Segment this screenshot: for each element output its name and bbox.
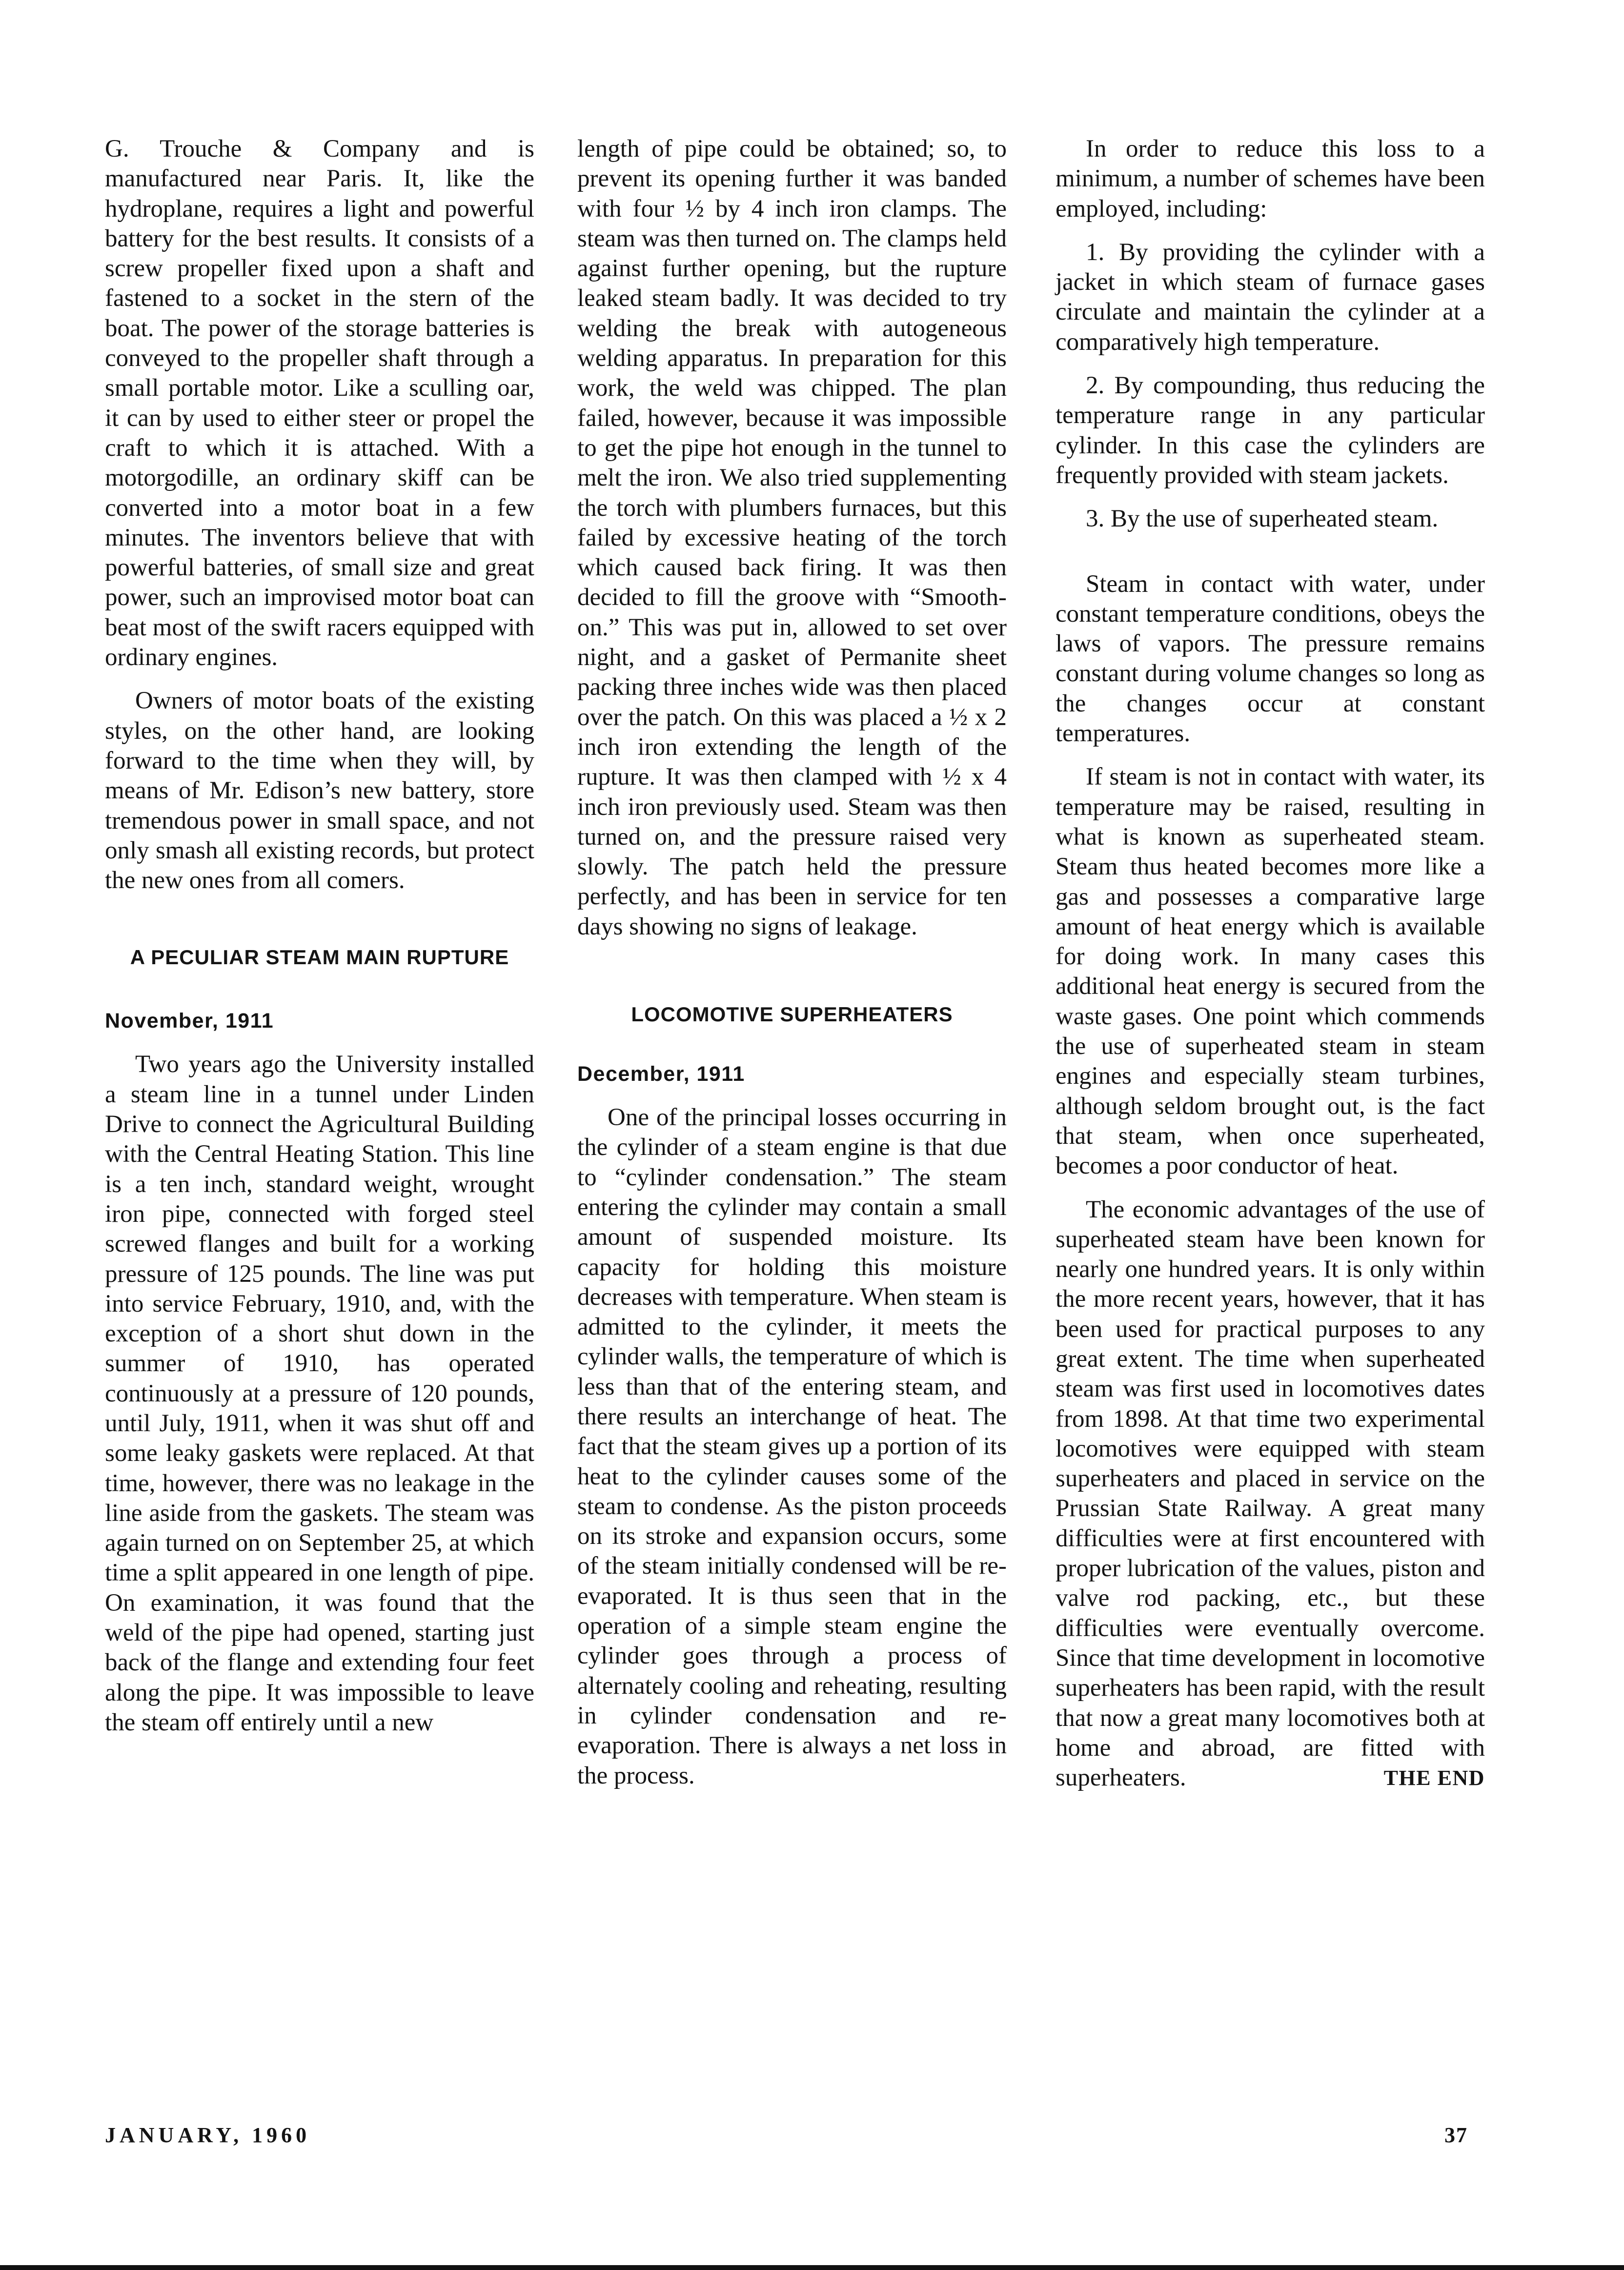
- list-item: 3. By the use of superheated steam.: [1086, 505, 1439, 533]
- paragraph: One of the principal losses occurring in the cylinder of a steam engine is that due to “cylinder condensation.” The steam entering the cylinder may contain a small amount of suspended moisture. Its capacity for holding this moisture decreases with temperature. When steam is admitted to the cylinder, it meets the cylinder walls, the temperature of which is less than that of the entering steam, and there results an interchange of heat. The fact that the steam gives up a portion of its heat to the cylinder causes some of the steam to condense. As the piston proceeds on its stroke and expansion occurs, some of the steam initially condensed will be re-evaporated. It is thus seen that in the operation of a simple steam engine the cylinder goes through a process of alternately cooling and reheating, resulting in cylinder condensation and re-evaporation. There is always a net loss in the process.: [577, 1104, 1007, 1789]
- list-item: 1. By providing the cylinder with a jacket in which steam of furnace gases circulate and maintain the cylinder at a comparatively high temperature.: [1056, 238, 1485, 356]
- paragraph: length of pipe could be obtained; so, to prevent its opening further it was banded with four ½ by 4 inch iron clamps. The steam was then turned on. The clamps held against further opening, but the rupture leaked steam badly. It was decided to try welding the break with autogeneous welding apparatus. In preparation for this work, the weld was chipped. The plan failed, however, because it was impossible to get the pipe hot enough in the tunnel to melt the iron. We also tried supplementing the torch with plumbers furnaces, but this failed by excessive heating of the torch which caused back firing. It was then decided to fill the groove with “Smooth-on.” This was put in, allowed to set over night, and a gasket of Permanite sheet packing three inches wide was then placed over the patch. On this was placed a ½ x 2 inch iron extending the length of the rupture. It was then clamped with ½ x 4 inch iron previously used. Steam was then turned on, and the pressure raised very slowly. The patch held the pressure perfectly, and has been in service for ten days showing no signs of leakage.: [577, 135, 1007, 940]
- section-heading: A PECULIAR STEAM MAIN RUPTURE: [130, 946, 509, 969]
- column-3: [1056, 134, 1485, 1793]
- list-item: 2. By compounding, thus reducing the temperature range in any particular cylinder. In this case the cylinders are frequently provided with steam jackets.: [1056, 372, 1485, 489]
- paragraph: In order to reduce this loss to a minimum, a number of schemes have been employed, including:: [1056, 135, 1485, 223]
- scan-edge: [0, 2265, 1624, 2270]
- paragraph-text: The economic advantages of the use of superheated steam have been known for nearly one hundred years. It is only within the more recent years, however, that it has been used for practical purposes to any great extent. The time when superheated steam was first used in locomotives dates from 1898. At that time two experimental locomotives were equipped with steam superheaters and placed in service on the Prussian State Railway. A great many difficulties were at first encountered with proper lubrication of the values, piston and valve rod packing, etc., but these difficulties were eventually overcome. Since that time development in locomotive superheaters has been rapid, with the result that now a great many locomotives both at home and abroad, are fitted with superheaters.: [1056, 1196, 1485, 1792]
- end-marker: THE END: [1383, 1766, 1485, 1790]
- column-2: [577, 134, 1007, 1791]
- column-1: [105, 134, 534, 1738]
- paragraph: If steam is not in contact with water, its temperature may be raised, resulting in what is known as superheated steam. Steam thus heated becomes more like a gas and possesses a comparative large amount of heat energy which is available for doing work. In many cases this additional heat energy is secured from the waste gases. One point which commends the use of superheated steam in steam engines and especially steam turbines, although seldom brought out, is the fact that steam, when once superheated, becomes a poor conductor of heat.: [1056, 763, 1485, 1180]
- paragraph: Owners of motor boats of the existing styles, on the other hand, are looking forward to the time when they will, by means of Mr. Edison’s new battery, store tremendous power in small space, and not only smash all existing records, but protect the new ones from all comers.: [105, 687, 534, 894]
- paragraph: [1056, 1195, 1485, 1793]
- section-date: December, 1911: [577, 1062, 745, 1086]
- paragraph: G. Trouche & Company and is manufactured near Paris. It, like the hydroplane, requires a light and powerful battery for the best results. It consists of a screw propeller fixed upon a shaft and fastened to a socket in the stern of the boat. The power of the storage batteries is conveyed to the propeller shaft through a small portable motor. Like a sculling oar, it can by used to either steer or propel the craft to which it is attached. With a motorgodille, an ordinary skiff can be converted into a motor boat in a few minutes. The inventors believe that with powerful batteries, of small size and great power, such an improvised motor boat can beat most of the swift racers equipped with ordinary engines.: [105, 135, 534, 671]
- page-number: 37: [1444, 2123, 1468, 2147]
- paragraph: Two years ago the University installed a steam line in a tunnel under Linden Drive to connect the Agricultural Building with the Central Heating Station. This line is a ten inch, standard weight, wrought iron pipe, connected with forged steel screwed flanges and built for a working pressure of 125 pounds. The line was put into service February, 1910, and, with the exception of a short shut down in the summer of 1910, has operated continuously at a pressure of 120 pounds, until July, 1911, when it was shut off and some leaky gaskets were replaced. At that time, however, there was no leakage in the line aside from the gaskets. The steam was again turned on on September 25, at which time a split appeared in one length of pipe. On examination, it was found that the weld of the pipe had opened, starting just back of the flange and extending four feet along the pipe. It was impossible to leave the steam off entirely until a new: [105, 1051, 534, 1736]
- footer-issue-date: JANUARY, 1960: [105, 2123, 311, 2147]
- section-date: November, 1911: [105, 1009, 274, 1033]
- paragraph: Steam in contact with water, under constant temperature conditions, obeys the laws of vapors. The pressure remains constant during volume changes so long as the changes occur at constant temperatures.: [1056, 570, 1485, 748]
- section-heading: LOCOMOTIVE SUPERHEATERS: [631, 1003, 953, 1026]
